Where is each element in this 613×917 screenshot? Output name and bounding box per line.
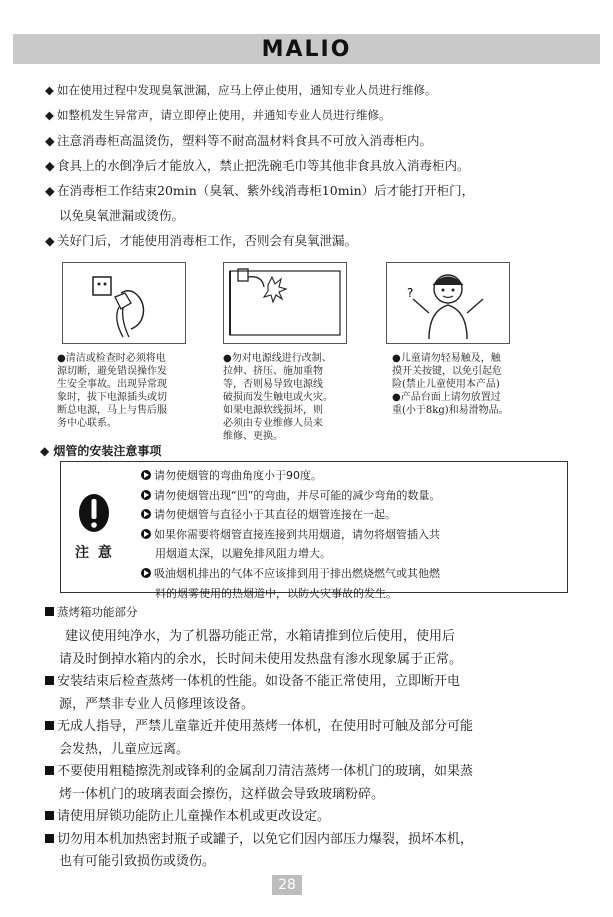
- notice-item: 请勿使烟管与直径小于其直径的烟管连接在一起。: [141, 505, 561, 525]
- svg-text:?: ?: [407, 286, 414, 300]
- brand-logo: MALIO: [261, 37, 352, 62]
- warning-item: ◆ 关好门后，才能使用消毒柜工作，否则会有臭氧泄漏。: [45, 233, 358, 248]
- notice-side: [61, 462, 129, 592]
- header-bar: [13, 34, 600, 64]
- steam-line: 切勿用本机加热密封瓶子或罐子，以免它们因内部压力爆裂，损坏本机，: [45, 829, 565, 852]
- warning-item: ◆ 在消毒柜工作结束20min（臭氧、紫外线消毒柜10min）后才能打开柜门，: [45, 183, 475, 198]
- chimney-section-title: ◆ 烟管的安装注意事项: [40, 444, 162, 458]
- caption-cord: ●勿对电源线进行改制、 拉伸、挤压、施加重物 等，否则易导致电源线 破损而发生触电或火灾。 如果电源软线损坏，则 必须由专业维修人员来 维修、更换。: [223, 353, 333, 442]
- child-illustration: [386, 262, 510, 344]
- steam-section-body: [45, 626, 565, 874]
- steam-line: 也有可能引致损伤或烫伤。: [59, 854, 216, 869]
- steam-line: 烤一体机门的玻璃表面会擦伤，这样做会导致玻璃粉碎。: [59, 786, 385, 802]
- square-bullet-icon: [45, 766, 54, 775]
- exclamation-icon: [78, 493, 110, 533]
- power-cord-spark-icon: [224, 263, 346, 343]
- warning-item-continued: 以免臭氧泄漏或烫伤。: [59, 208, 185, 223]
- hand-unplug-icon: [63, 263, 185, 343]
- warning-list: [45, 78, 565, 253]
- notice-item-continued: 料的烟雾使用的热烟道中，以防火灾事故的发生。: [155, 586, 397, 600]
- square-bullet-icon: [45, 607, 54, 616]
- notice-label: 注 意: [75, 545, 114, 561]
- square-bullet-icon: [45, 676, 54, 685]
- steam-line: 请使用屏锁功能防止儿童操作本机或更改设定。: [45, 806, 565, 829]
- steam-section-title: 蒸烤箱功能部分: [45, 604, 138, 620]
- cord-illustration: [223, 262, 347, 344]
- square-bullet-icon: [45, 834, 54, 843]
- notice-lines: [141, 466, 561, 603]
- square-bullet-icon: [45, 721, 54, 730]
- steam-line: 会发热，儿童应远离。: [59, 741, 190, 757]
- steam-line: 不要使用粗糙擦洗剂或锋利的金属刮刀清洁蒸烤一体机门的玻璃，如果蒸: [45, 761, 565, 784]
- steam-line: 建议使用纯净水，为了机器功能正常，水箱请推到位后使用，使用后: [65, 629, 456, 644]
- warning-item: ◆ 如在使用过程中发现臭氧泄漏，应马上停止使用，通知专业人员进行维修。: [45, 83, 437, 97]
- arrow-circle-icon: [141, 568, 151, 578]
- notice-item: 请勿使烟管的弯曲角度小于90度。: [141, 466, 561, 486]
- warning-item: ◆ 食具上的水倒净后才能放入，禁止把洗碗毛巾等其他非食具放入消毒柜内。: [45, 158, 470, 173]
- steam-line: 无成人指导，严禁儿童靠近并使用蒸烤一体机，在使用时可触及部分可能: [45, 716, 565, 739]
- arrow-circle-icon: [141, 509, 151, 519]
- arrow-circle-icon: [141, 529, 151, 539]
- unplug-illustration: [62, 262, 186, 344]
- child-warning-icon: [387, 263, 509, 343]
- notice-box: [60, 461, 568, 600]
- steam-line: 请及时倒掉水箱内的余水，长时间未使用发热盘有渗水现象属于正常。: [59, 651, 463, 667]
- notice-item: 吸油烟机排出的气体不应该排到用于排出燃烧燃气或其他燃: [141, 564, 561, 584]
- caption-unplug: ●清洁或检查时必须将电 源切断，避免错误操作发 生安全事故。出现异常现 象时，拔下电源插头或切 断总电源，马上与售后服 务中心联系。: [57, 353, 167, 429]
- arrow-circle-icon: [141, 490, 151, 500]
- arrow-circle-icon: [141, 470, 151, 480]
- notice-item-continued: 用烟道太深，以避免排风阻力增大。: [155, 547, 331, 561]
- steam-line: 源，严禁非专业人员修理该设备。: [59, 696, 255, 712]
- square-bullet-icon: [45, 811, 54, 820]
- page-number: 28: [272, 875, 302, 895]
- notice-item: 如果你需要将烟管直接连接到共用烟道，请勿将烟管插入共: [141, 525, 561, 545]
- warning-item: ◆ 如整机发生异常声，请立即停止使用，并通知专业人员进行维修。: [45, 108, 391, 122]
- steam-line: 安装结束后检查蒸烤一体机的性能。如设备不能正常使用，立即断开电: [45, 671, 565, 694]
- notice-item: 请勿使烟管出现“凹”的弯曲，并尽可能的减少弯角的数量。: [141, 486, 561, 506]
- warning-item: ◆ 注意消毒柜高温烫伤，塑料等不耐高温材料食具不可放入消毒柜内。: [45, 133, 433, 148]
- caption-child: ●儿童请勿轻易触及，触 摸开关按键，以免引起危 险(禁止儿童使用本产品) ●产品台面上请勿放置过 重(小于8kg)和易滑物品。: [392, 353, 509, 416]
